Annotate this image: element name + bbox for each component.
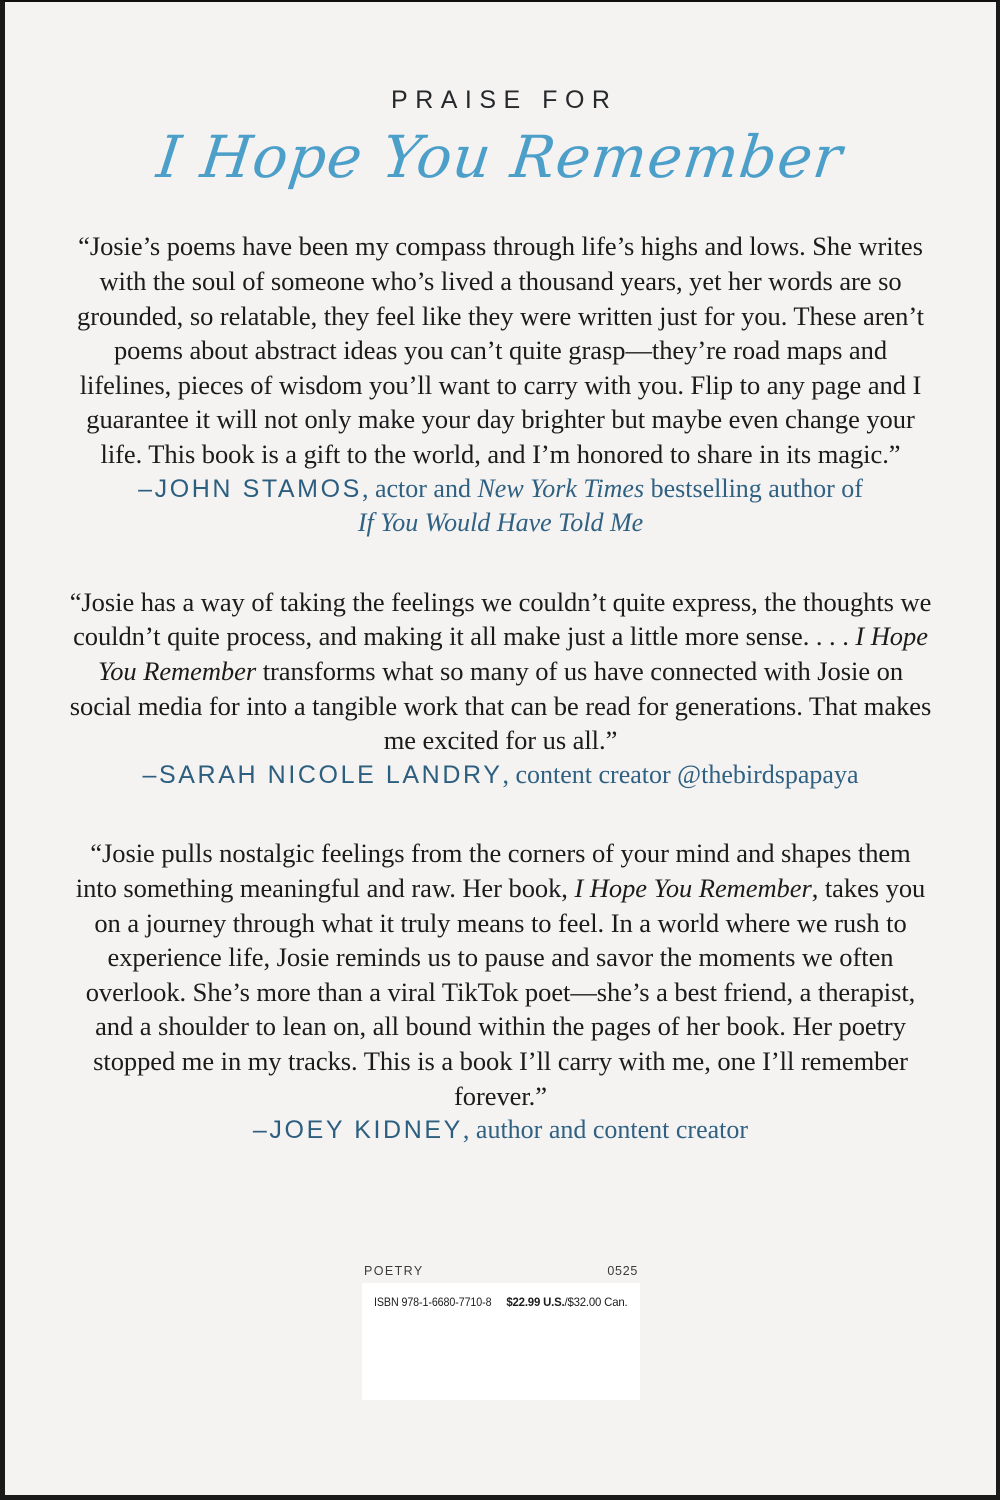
book-title-script: I Hope You Remember xyxy=(153,123,847,191)
quote-text-part-2: transforms what so many of us have connected with Josie on social media for into a tangible work that can be read for generations. That makes me excited for us all.” xyxy=(69,655,932,756)
book-category-label: POETRY xyxy=(364,1264,424,1278)
praise-quote-3 xyxy=(67,836,934,1147)
print-code: 0525 xyxy=(607,1264,638,1278)
attribution-name: –SARAH NICOLE LANDRY xyxy=(142,760,503,789)
praise-quote-1 xyxy=(67,229,934,540)
barcode-info-row xyxy=(374,1295,628,1309)
quote-book-title-mention: I Hope You Remember xyxy=(574,872,812,903)
price-us: $22.99 U.S. xyxy=(506,1295,565,1309)
price-label xyxy=(507,1295,628,1309)
quote-text-part-2: , takes you on a journey through what it truly means to feel. In a world where we rush to experience life, Josie reminds us to pause and savor the moments we often overlook. She’s more than a viral TikTok poet—she’s a best friend, a therapist, and a shoulder to lean on, all bound within the pages of her book. Her poetry stopped me in my tracks. This is a book I’ll carry with me, one I’ll remember forever.” xyxy=(85,872,926,1111)
praise-quote-2 xyxy=(67,585,934,793)
attribution-role-tail: bestselling author of xyxy=(644,473,863,503)
price-canada: /$32.00 Can. xyxy=(564,1295,628,1309)
isbn-number: ISBN 978-1-6680-7710-8 xyxy=(374,1297,492,1309)
quote-book-title-mention: I Hope You Remember xyxy=(97,621,928,686)
attribution-name: –JOHN STAMOS xyxy=(138,474,362,503)
attribution-role: , author and content creator xyxy=(462,1115,749,1145)
quote-attribution xyxy=(67,472,934,541)
barcode-zone xyxy=(362,1264,640,1400)
attribution-other-book-title: If You Would Have Told Me xyxy=(357,508,644,538)
barcode-box xyxy=(362,1283,640,1400)
attribution-role: , content creator @thebirdspapaya xyxy=(502,759,859,789)
quote-text xyxy=(67,585,934,758)
attribution-role: , actor and xyxy=(361,473,478,503)
quote-text xyxy=(67,836,934,1113)
attribution-publication: New York Times xyxy=(477,473,645,503)
quote-attribution xyxy=(67,1113,934,1148)
quote-attribution xyxy=(67,758,934,793)
attribution-name: –JOEY KIDNEY xyxy=(252,1116,463,1145)
barcode-header xyxy=(362,1264,640,1283)
praise-for-kicker: PRAISE FOR xyxy=(391,86,618,114)
quote-text-part-1: “Josie pulls nostalgic feelings from the corners of your mind and shapes them into something meaningful and raw. Her book, xyxy=(75,838,911,903)
quote-text-part-1: “Josie has a way of taking the feelings we couldn’t quite express, the thoughts we couldn’t quite process, and making it all make just a little more sense. . . . xyxy=(69,586,932,652)
quote-text: “Josie’s poems have been my compass through life’s highs and lows. She writes with the soul of someone who’s lived a thousand years, yet her words are so grounded, so relatable, they feel like they were written just for you. These aren’t poems about abstract ideas you can’t quite grasp—they’re road maps and lifelines, pieces of wisdom you’ll want to carry with you. Flip to any page and I guarantee it will not only make your day brighter but maybe even change your life. This book is a gift to the world, and I’m honored to share in its magic.” xyxy=(77,231,924,469)
praise-quotes-list xyxy=(67,191,934,1147)
